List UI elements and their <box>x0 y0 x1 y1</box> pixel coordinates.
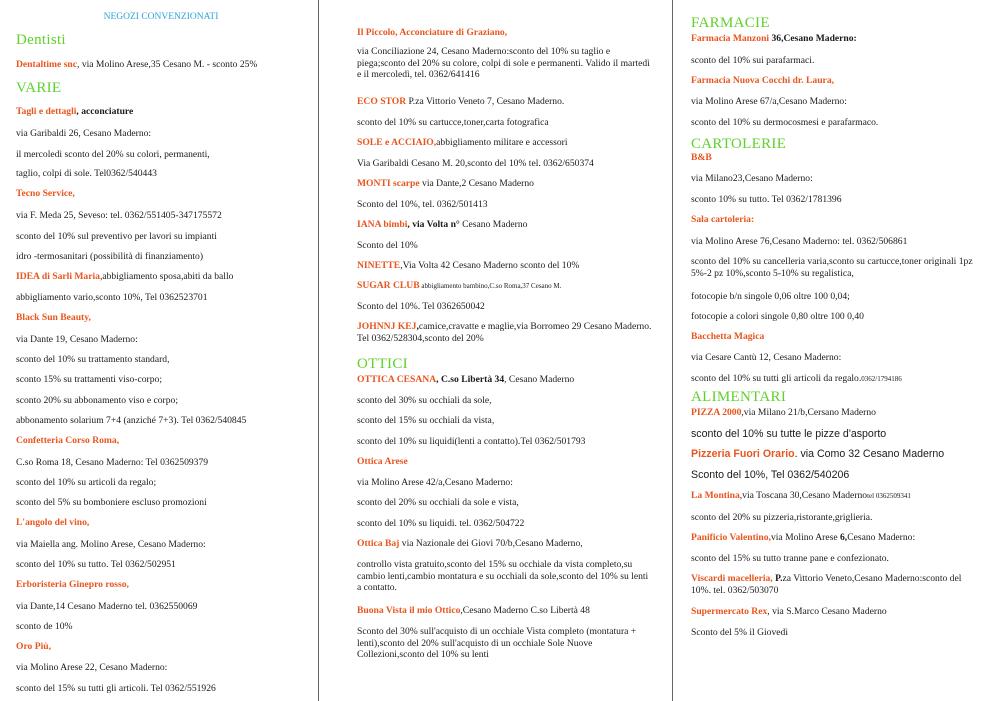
listing-text: ALIMENTARI <box>691 389 787 405</box>
listing-line <box>357 240 653 252</box>
listing-line <box>691 429 981 441</box>
listing-text: via Garibaldi 26, Cesano Maderno: <box>16 128 152 139</box>
listing-line <box>357 178 653 190</box>
listing-line <box>16 559 312 571</box>
listing-text: sconto del 30% su occhiali da sole, <box>357 395 492 406</box>
section-heading <box>16 80 312 96</box>
shop-name: La Montina <box>691 490 740 501</box>
listing-text: sconto del 15% su occhiali da vista, <box>357 415 495 426</box>
listing-text: 6, <box>839 532 848 543</box>
shop-name: PIZZA 2000 <box>691 407 742 418</box>
listing-line <box>16 149 312 161</box>
listing-line <box>16 683 312 695</box>
listing-text: sconto del 20% su pizzeria,ristorante,griglieria. <box>691 512 873 523</box>
listing-line <box>16 374 312 386</box>
listing-text: abbigliamento vario,sconto 10%, Tel 0362523701 <box>16 292 208 303</box>
listing-text: sconto del 20% su occhiali da sole e vista, <box>357 497 519 508</box>
listing-text: , Cesano Maderno <box>504 374 575 385</box>
listing-text: ,abbigliamento sposa,abiti da ballo <box>99 271 234 282</box>
listing-line <box>16 188 312 200</box>
listing-line <box>357 518 653 530</box>
listing-text: sconto del 10% su cartucce,toner,carta fotografica <box>357 117 549 128</box>
listing-line <box>16 477 312 489</box>
listing-text: controllo vista gratuito,sconto del 15% su occhiale da vista completo,su cambio lenti,cambio montatura e su occhiali da sole,sconto del 10% su lenti a contatto. <box>357 559 649 594</box>
listing-line <box>16 457 312 469</box>
listing-text: tel 0362509341 <box>867 492 911 500</box>
shop-name: Farmacia Manzoni <box>691 33 770 44</box>
listing-text: via Molino Arese 42/a,Cesano Maderno: <box>357 477 513 488</box>
listing-text: sconto del 10% su liquidi(lenti a contatto).Tel 0362/501793 <box>357 436 586 447</box>
shop-name: Erboristeria Ginepro rosso, <box>16 579 129 590</box>
listing-text: , via S.Marco Cesano Maderno <box>767 606 887 617</box>
shop-name: MONTI scarpe <box>357 178 420 189</box>
listing-line <box>16 435 312 447</box>
shop-name: ECO STOR <box>357 96 407 107</box>
shop-name: Panificio Valentino, <box>691 532 771 543</box>
listing-line <box>691 373 981 386</box>
column-divider <box>672 0 673 701</box>
shop-name: Il Piccolo, Acconciature di Graziano, <box>357 27 508 38</box>
shop-name: Ottica Arese <box>357 456 408 467</box>
section-heading <box>16 32 312 48</box>
listing-text: Dentisti <box>16 32 66 48</box>
listing-text: ,Cesano Maderno C.so Libertà 48 <box>460 605 590 616</box>
shop-name: Pizzeria Fuori Orario <box>691 448 795 460</box>
listing-text: sconto del 10% su trattamento standard, <box>16 354 170 365</box>
listing-text: OTTICI <box>357 356 408 372</box>
shop-name: Tagli e dettagli <box>16 106 77 117</box>
shop-name: SOLE e ACCIAIO, <box>357 137 437 148</box>
listing-line <box>357 280 653 293</box>
listing-line <box>691 236 981 248</box>
listing-text: Sconto del 30% sull'acquisto di un occhiale Vista completo (montatura + lenti),sconto del 20% sull'acquisto di un occhiale Sole Nuove Collezioni,sconto del 10% su lenti <box>357 626 637 661</box>
listing-line <box>357 158 653 170</box>
listing-line <box>357 117 653 129</box>
listing-text: CARTOLERIE <box>691 136 787 152</box>
listing-text: via Molino Arese 76,Cesano Maderno: tel. 0362/506861 <box>691 236 908 247</box>
listing-text: sconto del 5% su bomboniere escluso promozioni <box>16 497 207 508</box>
listing-text: ,Via Volta 42 Cesano Maderno sconto del 10% <box>400 260 580 271</box>
shop-name: JOHNNJ KEJ <box>357 321 417 332</box>
listing-line <box>357 436 653 448</box>
shop-name: B&B <box>691 152 712 163</box>
shop-name: L'angolo del vino, <box>16 517 90 528</box>
listing-text: taglio, colpi di sole. Tel0362/540443 <box>16 168 157 179</box>
listing-line <box>357 96 653 108</box>
shop-name: Supermercato Rex <box>691 606 768 617</box>
listing-text: via Maiella ang. Molino Arese, Cesano Maderno: <box>16 539 206 550</box>
listing-line <box>691 311 981 323</box>
listing-line <box>16 621 312 633</box>
shop-name: Dentaltime snc <box>16 59 78 70</box>
listing-line <box>357 199 653 211</box>
listing-text: P. <box>772 573 783 584</box>
listing-line <box>16 539 312 551</box>
listing-text: Sconto del 10% <box>357 240 418 251</box>
listing-line <box>16 517 312 529</box>
listing-line <box>16 334 312 346</box>
listing-text: Cesano Maderno <box>459 219 528 230</box>
listing-line <box>691 117 981 129</box>
listing-line <box>16 641 312 653</box>
listing-line <box>16 59 312 71</box>
listing-line <box>691 256 981 279</box>
listing-text: FARMACIE <box>691 15 770 31</box>
listing-text: via Conciliazione 24, Cesano Maderno:sconto del 10% su taglio e piega;sconto del 20% su colore, colpi di sole e permanenti. Valido il martedì e il mercoledì, tel. 0362/641416 <box>357 46 650 81</box>
listing-line <box>16 106 312 118</box>
shop-name: Confetteria Corso Roma, <box>16 435 120 446</box>
shop-name: Sala cartoleria: <box>691 214 755 225</box>
listing-text: sconto del 10% su tutto. Tel 0362/502951 <box>16 559 176 570</box>
listing-text: sconto del 10% su tutte le pizze d'asporto <box>691 428 887 440</box>
listing-text: 0362/1794186 <box>861 375 902 383</box>
listing-text: sconto del 10% su cancelleria varia,sconto su cartucce,toner originali 1pz 5%-2 pz 10%,sconto 5-10% su regalistica, <box>691 256 973 279</box>
listing-line <box>357 46 653 81</box>
listing-line <box>357 626 653 661</box>
listing-text: sconto de 10% <box>16 621 73 632</box>
listing-text: via Dante 19, Cesano Maderno: <box>16 334 138 345</box>
shop-name: Ottica Baj <box>357 538 400 549</box>
listing-line <box>357 477 653 489</box>
listing-line <box>16 579 312 591</box>
listing-text: za Vittorio Veneto,Cesano Maderno:sconto del 10%. tel. 0362/503070 <box>691 573 962 596</box>
listing-line <box>691 490 981 503</box>
listing-line <box>16 271 312 283</box>
listing-text: VARIE <box>16 80 62 96</box>
listing-line <box>357 301 653 313</box>
listing-line <box>691 75 981 87</box>
listing-line <box>691 152 981 164</box>
listing-line <box>16 601 312 613</box>
listing-line <box>16 292 312 304</box>
listing-text: ,via Milano 21/b,Cersano Maderno <box>741 407 876 418</box>
listing-line <box>691 291 981 303</box>
section-heading <box>691 389 981 405</box>
listing-text: , via Molino Arese,35 Cesano M. - sconto 25% <box>77 59 258 70</box>
listing-text: Sconto del 10%, tel. 0362/501413 <box>357 199 488 210</box>
section-heading <box>357 356 653 372</box>
listing-text: abbigliamento bambino,C.so Roma,37 Cesano M. <box>419 282 562 290</box>
listing-text: sconto 20% su abbonamento viso e corpo; <box>16 395 178 406</box>
listing-line <box>691 449 981 461</box>
listing-line <box>357 456 653 468</box>
listing-line <box>16 251 312 263</box>
listing-text: abbonamento solarium 7+4 (anziché 7+3). Tel 0362/540845 <box>16 415 247 426</box>
page-header: NEGOZI CONVENZIONATI <box>103 12 219 22</box>
listing-text: sconto del 10% su dermocosmesi e parafarmaco. <box>691 117 879 128</box>
listing-text: fotocopie a colori singole 0,80 oltre 100 0,40 <box>691 311 864 322</box>
listing-line <box>16 662 312 674</box>
shop-name: Oro Più, <box>16 641 52 652</box>
listing-text: C.so Roma 18, Cesano Maderno: Tel 0362509379 <box>16 457 209 468</box>
listing-text: via Milano23,Cesano Maderno: <box>691 173 813 184</box>
shop-name: Bacchetta Magica <box>691 331 765 342</box>
listing-line <box>691 173 981 185</box>
listing-text: ,via Toscana 30,Cesano Maderno <box>739 490 868 501</box>
column-divider <box>318 0 319 701</box>
shop-name: Viscardi macelleria, <box>691 573 773 584</box>
listing-text: Sconto del 5% il Giovedì <box>691 627 788 638</box>
listing-text: Sconto del 10%, Tel 0362/540206 <box>691 469 850 481</box>
listing-line <box>357 374 653 386</box>
section-heading <box>691 136 981 152</box>
listing-line <box>16 354 312 366</box>
listing-text: P.za Vittorio Veneto 7, Cesano Maderno. <box>406 96 565 107</box>
listing-text: sconto del 15% su tutti gli articoli. Tel 0362/551926 <box>16 683 216 694</box>
shop-name: Buona Vista il mio Ottico <box>357 605 461 616</box>
listing-line <box>357 395 653 407</box>
shop-name: IDEA di Sarli Maria <box>16 271 100 282</box>
listing-text: via Dante,2 Cesano Maderno <box>419 178 534 189</box>
shop-name: IANA bimbi <box>357 219 408 230</box>
column-left <box>16 0 312 701</box>
listing-text: il mercoledì sconto del 20% su colori, permanenti, <box>16 149 210 160</box>
listing-line <box>16 231 312 243</box>
listing-line <box>16 168 312 180</box>
listing-line <box>16 210 312 222</box>
listing-line <box>357 497 653 509</box>
shop-name: Black Sun Beauty, <box>16 312 91 323</box>
listing-text: via Cesare Cantù 12, Cesano Maderno: <box>691 352 842 363</box>
section-heading <box>691 15 981 31</box>
column-right <box>691 0 981 701</box>
listing-line <box>691 553 981 565</box>
listing-line <box>16 128 312 140</box>
listing-line <box>691 331 981 343</box>
listing-text: sconto del 10% sui parafarmaci. <box>691 55 815 66</box>
listing-text: idro -termosanitari (possibilità di finanziamento) <box>16 251 204 262</box>
listing-text: via Molino Arese 22, Cesano Maderno: <box>16 662 168 673</box>
listing-line <box>691 532 981 544</box>
listing-text: via Molino Arese 67/a,Cesano Maderno: <box>691 96 847 107</box>
shop-name: SUGAR CLUB <box>357 280 420 291</box>
listing-line <box>691 470 981 482</box>
listing-line <box>357 559 653 594</box>
listing-text: via Dante,14 Cesano Maderno tel. 0362550069 <box>16 601 198 612</box>
listing-text: sconto del 10% su liquidi. tel. 0362/504722 <box>357 518 525 529</box>
listing-text: sconto 15% su trattamenti viso-corpo; <box>16 374 163 385</box>
listing-line <box>691 55 981 67</box>
listing-text: , acconciature <box>76 106 134 117</box>
listing-text: Via Garibaldi Cesano M. 20,sconto del 10% tel. 0362/650374 <box>357 158 594 169</box>
listing-text: abbigliamento militare e accessori <box>436 137 568 148</box>
listing-line <box>16 312 312 324</box>
listing-line <box>16 395 312 407</box>
column-middle <box>357 0 653 701</box>
listing-line <box>357 538 653 550</box>
listing-line <box>357 27 653 39</box>
listing-text: via F. Meda 25, Seveso: tel. 0362/551405-347175572 <box>16 210 222 221</box>
listing-line <box>357 260 653 272</box>
listing-line <box>691 214 981 226</box>
listing-line <box>691 407 981 419</box>
shop-name: OTTICA CESANA <box>357 374 437 385</box>
shop-name: Tecno Service, <box>16 188 75 199</box>
listing-line <box>357 321 653 344</box>
listing-text: sconto del 10% su tutti gli articoli da regalo. <box>691 373 862 384</box>
shop-name: NINETTE <box>357 260 401 271</box>
listing-text: via Molino Arese <box>770 532 840 543</box>
listing-text: camice,cravatte e maglie,via Borromeo 29 Cesano Maderno. Tel 0362/528304,sconto del 20% <box>357 321 652 344</box>
listing-text: sconto del 10% su articoli da regalo; <box>16 477 157 488</box>
listing-text: Cesano Maderno: <box>847 532 916 543</box>
listing-line <box>691 352 981 364</box>
listing-text: , via Volta n° <box>407 219 460 230</box>
listing-text: , C.so Libertà 34 <box>436 374 505 385</box>
listing-text: sconto 10% su tutto. Tel 0362/1781396 <box>691 194 842 205</box>
listing-line <box>691 573 981 596</box>
listing-line <box>691 627 981 639</box>
listing-line <box>357 605 653 617</box>
listing-line <box>691 512 981 524</box>
listing-line <box>691 33 981 45</box>
listing-line <box>691 606 981 618</box>
listing-text: 36,Cesano Maderno: <box>769 33 857 44</box>
listing-text: sconto del 15% su tutto tranne pane e confezionato. <box>691 553 889 564</box>
shop-name: Farmacia Nuova Cocchi dr. Laura, <box>691 75 835 86</box>
listing-text: , <box>416 321 419 332</box>
listing-line <box>16 497 312 509</box>
listing-line <box>357 415 653 427</box>
listing-line <box>357 137 653 149</box>
listing-text: via Nazionale dei Giovi 70/b,Cesano Maderno, <box>399 538 583 549</box>
listing-text: fotocopie b/n singole 0,06 oltre 100 0,04; <box>691 291 850 302</box>
listing-line <box>16 415 312 427</box>
listing-text: sconto del 10% sul preventivo per lavori su impianti <box>16 231 217 242</box>
listing-text: . via Como 32 Cesano Maderno <box>794 448 945 460</box>
listing-line <box>357 219 653 231</box>
listing-text: Sconto del 10%. Tel 0362650042 <box>357 301 485 312</box>
listing-line <box>691 96 981 108</box>
listing-line <box>691 194 981 206</box>
